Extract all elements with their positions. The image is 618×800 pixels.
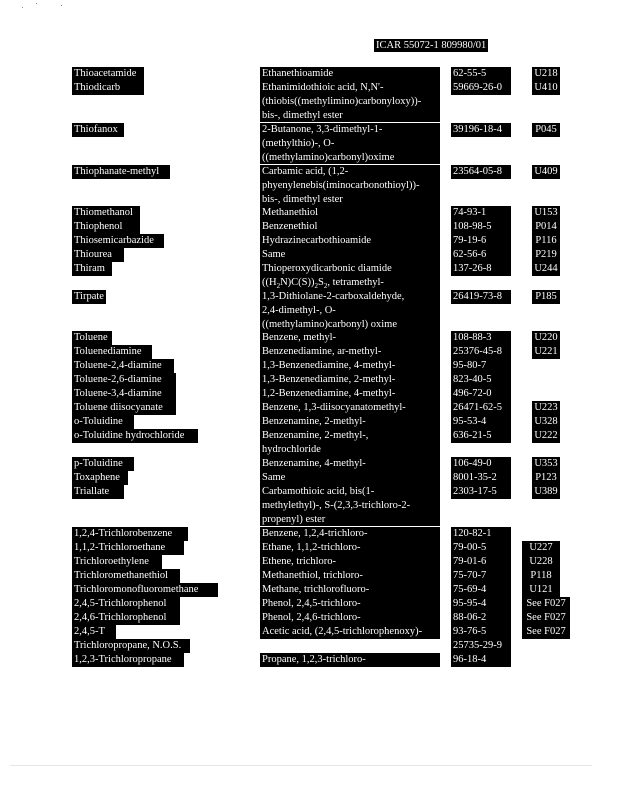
index-name-cell xyxy=(260,611,440,625)
waste-code-cell xyxy=(532,81,560,95)
waste-code-cell xyxy=(532,471,560,485)
substance-name-cell xyxy=(72,639,190,653)
substance-name-cell xyxy=(72,220,140,234)
substance-name: Toluene diisocyanate xyxy=(74,402,163,413)
waste-code: U389 xyxy=(534,486,558,497)
index-name-cell xyxy=(260,67,440,81)
substance-name: Toluene-2,6-diamine xyxy=(74,374,162,385)
cas-number: 95-80-7 xyxy=(453,360,487,371)
cas-number-cell xyxy=(451,345,511,359)
page-bottom-rule xyxy=(10,765,592,766)
substance-name-cell xyxy=(72,206,140,220)
substance-name-cell xyxy=(72,359,174,373)
waste-code: U121 xyxy=(529,584,553,595)
cas-number-cell xyxy=(451,527,511,541)
index-name-cell xyxy=(260,220,440,234)
substance-name-cell xyxy=(72,415,134,429)
index-name-line: Benzenethiol xyxy=(262,221,318,232)
substance-name-cell xyxy=(72,541,184,555)
cas-number-cell xyxy=(451,81,511,95)
cas-number-cell xyxy=(451,429,511,443)
cas-number-cell xyxy=(451,625,511,639)
index-name-cell xyxy=(260,555,440,569)
scan-speck xyxy=(22,7,23,8)
cas-number: 106-49-0 xyxy=(453,458,492,469)
scan-speck xyxy=(36,3,37,4)
cas-number-cell xyxy=(451,165,511,179)
substance-name-cell xyxy=(72,485,124,499)
waste-code-cell xyxy=(522,611,570,625)
cas-number-cell xyxy=(451,206,511,220)
cas-number: 636-21-5 xyxy=(453,430,492,441)
substance-name-cell xyxy=(72,401,176,415)
index-name-line: Hydrazinecarbothioamide xyxy=(262,235,372,246)
waste-code-cell xyxy=(532,331,560,345)
index-name-cell xyxy=(260,359,440,373)
substance-name: 2,4,5-Trichlorophenol xyxy=(74,598,167,609)
index-name-line: propenyl) ester xyxy=(262,513,326,525)
cas-number-cell xyxy=(451,401,511,415)
substance-name: Toxaphene xyxy=(74,472,120,483)
substance-name: Trichloroethylene xyxy=(74,556,149,567)
index-name-cell xyxy=(260,541,440,555)
index-name-line: 1,3-Dithiolane-2-carboxaldehyde, xyxy=(262,291,405,302)
cas-number-cell xyxy=(451,331,511,345)
index-name-line: bis-, dimethyl ester xyxy=(262,109,343,121)
index-name-cell xyxy=(260,206,440,220)
index-name-line: Same xyxy=(262,472,286,483)
index-name-line: methylethyl)-, S-(2,3,3-trichloro-2- xyxy=(262,499,411,511)
waste-code-cell xyxy=(532,345,560,359)
index-name-line: Ethene, trichloro- xyxy=(262,556,337,567)
waste-code-cell xyxy=(532,457,560,471)
cas-number-cell xyxy=(451,541,511,555)
substance-name-cell xyxy=(72,429,198,443)
cas-number: 74-93-1 xyxy=(453,207,487,218)
substance-name-cell xyxy=(72,262,112,276)
waste-code: U227 xyxy=(529,542,553,553)
cas-number-cell xyxy=(451,123,511,137)
document-id-header: ICAR 55072-1 809980/01 xyxy=(376,40,487,51)
scan-speck xyxy=(61,5,62,6)
waste-code: P116 xyxy=(535,235,557,246)
index-name-line: Ethanethioamide xyxy=(262,68,334,79)
index-name-cell xyxy=(260,345,440,359)
cas-number: 108-88-3 xyxy=(453,332,492,343)
substance-name: p-Toluidine xyxy=(74,458,123,469)
waste-code-cell xyxy=(532,401,560,415)
index-name-line: Carbamic acid, (1,2- xyxy=(262,166,349,177)
index-name-cell xyxy=(260,387,440,401)
substance-name: 2,4,6-Trichlorophenol xyxy=(74,612,167,623)
index-name-line: phyenylenebis(iminocarbonothioyl))- xyxy=(262,179,420,191)
waste-code-cell xyxy=(532,429,560,443)
index-name-line: Same xyxy=(262,249,286,260)
cas-number: 23564-05-8 xyxy=(453,166,502,177)
cas-number: 79-19-6 xyxy=(453,235,487,246)
waste-code-cell xyxy=(522,597,570,611)
index-name-line: $((H_2N)C(S))_2S_2$, tetramethyl- xyxy=(262,276,384,290)
cas-number: 62-56-6 xyxy=(453,249,487,260)
substance-name-cell xyxy=(72,457,134,471)
cas-number: 25735-29-9 xyxy=(453,640,502,651)
cas-number: 79-01-6 xyxy=(453,556,487,567)
waste-code: See F027 xyxy=(526,612,566,623)
cas-number-cell xyxy=(451,387,511,401)
index-name-line: Benzenamine, 2-methyl-, xyxy=(262,430,369,441)
substance-name-cell xyxy=(72,583,218,597)
substance-name: Toluenediamine xyxy=(74,346,142,357)
substance-name: Toluene xyxy=(74,332,108,343)
waste-code-cell xyxy=(522,541,560,555)
substance-name-cell xyxy=(72,331,112,345)
index-name-line: bis-, dimethyl ester xyxy=(262,193,343,205)
index-name-line: hydrochloride xyxy=(262,443,321,455)
waste-code: U353 xyxy=(534,458,558,469)
cas-number: 79-00-5 xyxy=(453,542,487,553)
substance-name-cell xyxy=(72,471,128,485)
substance-name: Thiophenol xyxy=(74,221,123,232)
substance-name-cell xyxy=(72,653,184,667)
substance-name: o-Toluidine hydrochloride xyxy=(74,430,185,441)
substance-name: o-Toluidine xyxy=(74,416,123,427)
index-name-line: Ethanimidothioic acid, N,N'- xyxy=(262,82,384,93)
substance-name-cell xyxy=(72,387,176,401)
cas-number: 8001-35-2 xyxy=(453,472,497,483)
substance-name: Thiomethanol xyxy=(74,207,133,218)
cas-number-cell xyxy=(451,248,511,262)
cas-number-cell xyxy=(451,415,511,429)
substance-name: Thiram xyxy=(74,263,105,274)
substance-name-cell xyxy=(72,555,162,569)
cas-number-cell xyxy=(451,555,511,569)
substance-name-cell xyxy=(72,248,124,262)
index-name-cell xyxy=(260,653,440,667)
index-name-line: Ethane, 1,1,2-trichloro- xyxy=(262,542,361,553)
cas-number: 108-98-5 xyxy=(453,221,492,232)
index-name-line: 1,2-Benzenediamine, 4-methyl- xyxy=(262,388,396,399)
cas-number: 496-72-0 xyxy=(453,388,492,399)
index-name-line: (methylthio)-, O- xyxy=(262,137,335,149)
cas-number: 93-76-5 xyxy=(453,626,487,637)
index-name-line: (thiobis((methylimino)carbonyloxy))- xyxy=(262,95,422,107)
substance-name-cell xyxy=(72,123,124,137)
cas-number: 88-06-2 xyxy=(453,612,487,623)
index-name-line: Benzenamine, 2-methyl- xyxy=(262,416,366,427)
cas-number-cell xyxy=(451,262,511,276)
cas-number-cell xyxy=(451,653,511,667)
waste-code-cell xyxy=(532,234,560,248)
substance-name-cell xyxy=(72,625,116,639)
index-name-cell xyxy=(260,165,440,206)
index-name-cell xyxy=(260,331,440,345)
substance-name: 1,2,3-Trichloropropane xyxy=(74,654,172,665)
cas-number: 75-70-7 xyxy=(453,570,487,581)
waste-code: P219 xyxy=(535,249,557,260)
index-name-line: Benzene, 1,2,4-trichloro- xyxy=(262,528,368,539)
index-name-line: 2,4-dimethyl-, O- xyxy=(262,304,336,316)
cas-number-cell xyxy=(451,67,511,81)
index-name-cell xyxy=(260,471,440,485)
waste-code: U220 xyxy=(534,332,558,343)
waste-code: U409 xyxy=(534,166,558,177)
substance-name: Thiosemicarbazide xyxy=(74,235,154,246)
waste-code-cell xyxy=(532,485,560,499)
substance-name: 1,2,4-Trichlorobenzene xyxy=(74,528,173,539)
cas-number-cell xyxy=(451,471,511,485)
substance-name: Thiophanate-methyl xyxy=(74,166,160,177)
waste-code: See F027 xyxy=(526,598,566,609)
waste-code: U244 xyxy=(534,263,558,274)
cas-number: 62-55-5 xyxy=(453,68,487,79)
index-name-line: Methanethiol xyxy=(262,207,318,218)
waste-code-cell xyxy=(532,165,560,179)
substance-name-cell xyxy=(72,569,180,583)
substance-name-cell xyxy=(72,234,164,248)
cas-number: 26471-62-5 xyxy=(453,402,502,413)
cas-number: 59669-26-0 xyxy=(453,82,502,93)
index-name-cell xyxy=(260,81,440,122)
substance-name-cell xyxy=(72,165,170,179)
index-name-line: Methane, trichlorofluoro- xyxy=(262,584,370,595)
substance-name: Thioacetamide xyxy=(74,68,137,79)
substance-name: Trichloromethanethiol xyxy=(74,570,169,581)
waste-code: U153 xyxy=(534,207,558,218)
cas-number: 823-40-5 xyxy=(453,374,492,385)
index-name-line: Acetic acid, (2,4,5-trichlorophenoxy)- xyxy=(262,626,423,637)
substance-name-cell xyxy=(72,290,106,304)
index-name-cell xyxy=(260,583,440,597)
index-name-cell xyxy=(260,485,440,526)
index-name-line: Phenol, 2,4,6-trichloro- xyxy=(262,612,361,623)
substance-name: Thiodicarb xyxy=(74,82,121,93)
cas-number: 95-95-4 xyxy=(453,598,487,609)
substance-name-cell xyxy=(72,67,144,81)
index-name-line: Benzene, 1,3-diisocyanatomethyl- xyxy=(262,402,406,413)
waste-code-cell xyxy=(522,555,560,569)
cas-number: 120-82-1 xyxy=(453,528,492,539)
waste-code: P045 xyxy=(535,124,557,135)
substance-name-cell xyxy=(72,345,152,359)
index-name-cell xyxy=(260,569,440,583)
waste-code-cell xyxy=(532,67,560,81)
index-name-cell xyxy=(260,248,440,262)
waste-code: P123 xyxy=(535,472,557,483)
cas-number-cell xyxy=(451,639,511,653)
index-name-line: Thioperoxydicarbonic diamide xyxy=(262,263,392,274)
cas-number-cell xyxy=(451,583,511,597)
cas-number-cell xyxy=(451,597,511,611)
substance-name: Thiofanox xyxy=(74,124,118,135)
waste-code-cell xyxy=(522,625,570,639)
waste-code-cell xyxy=(532,220,560,234)
cas-number: 137-26-8 xyxy=(453,263,492,274)
waste-code: U218 xyxy=(534,68,558,79)
waste-code: U228 xyxy=(529,556,553,567)
index-name-line: Benzenamine, 4-methyl- xyxy=(262,458,366,469)
waste-code-cell xyxy=(532,206,560,220)
waste-code: U222 xyxy=(534,430,558,441)
waste-code-cell xyxy=(522,583,560,597)
index-name-cell xyxy=(260,401,440,415)
index-name-line: 1,3-Benzenediamine, 4-methyl- xyxy=(262,360,396,371)
substance-name-cell xyxy=(72,373,176,387)
index-name-line: 1,3-Benzenediamine, 2-methyl- xyxy=(262,374,396,385)
substance-name: Thiourea xyxy=(74,249,112,260)
substance-name: Triallate xyxy=(74,486,110,497)
waste-code: U410 xyxy=(534,82,558,93)
cas-number-cell xyxy=(451,569,511,583)
cas-number-cell xyxy=(451,234,511,248)
substance-name-cell xyxy=(72,81,144,95)
index-name-cell xyxy=(260,429,440,457)
substance-name: Tirpate xyxy=(74,291,104,302)
substance-name: 2,4,5-T xyxy=(74,626,105,637)
waste-code: U221 xyxy=(534,346,558,357)
index-name-line: 2-Butanone, 3,3-dimethyl-1- xyxy=(262,124,383,135)
waste-code-cell xyxy=(532,415,560,429)
index-name-line: Propane, 1,2,3-trichloro- xyxy=(262,654,366,665)
index-name-line: Phenol, 2,4,5-trichloro- xyxy=(262,598,361,609)
index-name-line: Benzenediamine, ar-methyl- xyxy=(262,346,382,357)
substance-name-cell xyxy=(72,527,188,541)
cas-number-cell xyxy=(451,611,511,625)
waste-code: U328 xyxy=(534,416,558,427)
substance-name: Toluene-3,4-diamine xyxy=(74,388,162,399)
cas-number: 25376-45-8 xyxy=(453,346,502,357)
cas-number-cell xyxy=(451,457,511,471)
waste-code: See F027 xyxy=(526,626,566,637)
cas-number-cell xyxy=(451,359,511,373)
waste-code-cell xyxy=(532,290,560,304)
substance-name: Trichloropropane, N.O.S. xyxy=(74,640,182,651)
index-name-cell xyxy=(260,527,440,541)
index-name-cell xyxy=(260,373,440,387)
cas-number: 26419-73-8 xyxy=(453,291,502,302)
index-name-cell xyxy=(260,123,440,164)
cas-number: 39196-18-4 xyxy=(453,124,502,135)
index-name-cell xyxy=(260,597,440,611)
waste-code: P185 xyxy=(535,291,557,302)
waste-code-cell xyxy=(532,262,560,276)
waste-code: P014 xyxy=(535,221,557,232)
waste-code-cell xyxy=(532,123,560,137)
index-name-cell xyxy=(260,625,440,639)
waste-code: P118 xyxy=(530,570,552,581)
substance-name-cell xyxy=(72,597,180,611)
index-name-line: Benzene, methyl- xyxy=(262,332,337,343)
waste-code-cell xyxy=(522,569,560,583)
cas-number: 95-53-4 xyxy=(453,416,487,427)
waste-code: U223 xyxy=(534,402,558,413)
substance-name: 1,1,2-Trichloroethane xyxy=(74,542,166,553)
index-name-line: Carbamothioic acid, bis(1- xyxy=(262,486,375,497)
index-name-cell xyxy=(260,415,440,429)
cas-number: 2303-17-5 xyxy=(453,486,497,497)
cas-number-cell xyxy=(451,373,511,387)
substance-name: Trichloromonofluoromethane xyxy=(74,584,199,595)
cas-number: 75-69-4 xyxy=(453,584,487,595)
cas-number-cell xyxy=(451,220,511,234)
index-name-cell xyxy=(260,262,440,290)
cas-number: 96-18-4 xyxy=(453,654,487,665)
substance-name: Toluene-2,4-diamine xyxy=(74,360,162,371)
index-name-line: ((methylamino)carbonyl)oxime xyxy=(262,151,395,163)
cas-number-cell xyxy=(451,290,511,304)
index-name-cell xyxy=(260,234,440,248)
index-name-cell xyxy=(260,457,440,471)
substance-name-cell xyxy=(72,611,180,625)
index-name-line: Methanethiol, trichloro- xyxy=(262,570,363,581)
cas-number-cell xyxy=(451,485,511,499)
waste-code-cell xyxy=(532,248,560,262)
index-name-line: ((methylamino)carbonyl) oxime xyxy=(262,318,397,330)
index-name-cell xyxy=(260,290,440,331)
